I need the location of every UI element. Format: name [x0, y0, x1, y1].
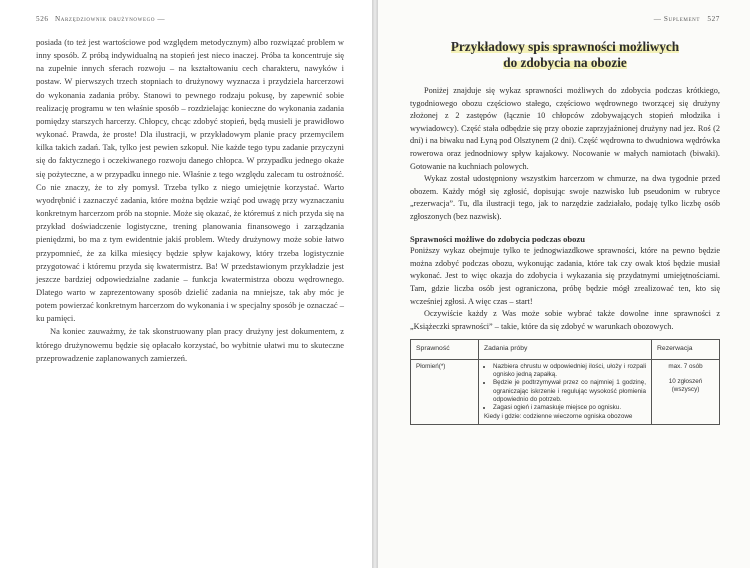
intro-paragraph-2: Wykaz został udostępniony wszystkim harcerzom w chmurze, na dwa tygodnie przed obozem. Każdy mógł się zgłosić, dopisując swoje nazwisko lub pseudonim w rubryce „rezerwacja”. Tu, dla ilustracji tego, jak to narzędzie zadziałało, podaję tylko liczbę osób zgłoszonych (bez nazwisk). — [410, 174, 720, 221]
right-page — [378, 0, 750, 568]
left-page — [0, 0, 372, 568]
section-paragraph-2: Oczywiście każdy z Was może sobie wybrać także dowolne inne sprawności z „Książeczki sprawności” – takie, które da się zdobyć w warunkach obozowych. — [410, 309, 720, 331]
task-cell — [478, 359, 651, 424]
header-reservation: Rezerwacja — [652, 340, 720, 360]
right-body — [410, 85, 720, 425]
skill-name: Płomień(*) — [411, 359, 479, 424]
reservation-count: 10 zgłoszeń (wszyscy) — [668, 378, 703, 394]
task-list — [484, 363, 646, 413]
left-running-head — [36, 6, 344, 36]
left-paragraph-2: Na koniec zauważmy, że tak skonstruowany plan pracy drużyny jest dokumentem, z którego drużynowemu będzie się opłacało korzystać, bo wybitnie ułatwi mu to skuteczne przeprowadzenie zaplanowanych zamierzeń. — [36, 326, 344, 363]
title-line-2: do zdobycia na obozie — [503, 55, 627, 70]
section-paragraph: Poniższy wykaz obejmuje tylko te jednogwiazdkowe sprawności, które na pewno będzie można zdobyć podczas obozu, wykonując zadania, które tak czy owak ktoś będzie musiał wykonać. Jest to więc okazja do zdobycia i wykazania się przydatnymi umiejętnościami. Tam, gdzie liczba osób jest ograniczona, próbę będzie mógł zrealizować ten, kto się wcześniej zgłosi. A więc czas – start! — [410, 246, 720, 306]
task-when: Kiedy i gdzie: codzienne wieczorne ogniska obozowe — [483, 412, 633, 420]
intro-paragraph: Poniżej znajduje się wykaz sprawności możliwych do zdobycia podczas krótkiego, tygodniowego obozu częściowo stałego, częściowo wędrownego tworzącej się drużyny złożonej z 2 zastępów (łącznie 10 chłopców zdobywających stopień młodzika i wywiadowcy). Część stała odbędzie się przy obozie zaprzyjaźnionej drużyny nad jez. Roś (2 dni) i na biwaku nad Łyną pod Olsztynem (2 dni). Część wędrowna to dwudniowa wędrówka rowerowa oraz jednodniowy spływ kajakowy. Nocowanie w małych namiotach (biwaki). Gotowanie na kuchniach polowych. — [410, 86, 720, 171]
table-row — [411, 359, 720, 424]
title-line-1: Przykładowy spis sprawności możliwych — [450, 39, 680, 54]
left-body — [36, 36, 344, 365]
right-running-title: — Suplement — [653, 15, 700, 23]
task-item: • Nazbiera chrustu w odpowiedniej ilości, ułoży i rozpali ognisko jedną zapałką. — [493, 363, 646, 380]
right-page-number: 527 — [707, 15, 720, 23]
task-item: • Będzie je podtrzymywał przez co najmniej 1 godzinę, ograniczając iskrzenie i regulując wysokość płomienia odpowiednio do potrzeb. — [493, 379, 646, 404]
skills-table — [410, 339, 720, 425]
left-page-number: 526 — [36, 15, 49, 23]
left-running-title: Narzędziownik drużynowego — — [55, 15, 166, 23]
reservation-limit: max. 7 osób — [668, 362, 703, 370]
page-title — [410, 39, 720, 71]
header-tasks: Zadania próby — [478, 340, 651, 360]
section-heading: Sprawności możliwe do zdobycia podczas obozu — [410, 233, 585, 244]
left-paragraph-1: posiada (to też jest wartościowe pod względem metodycznym) albo rozwiązać problem w inny sposób. Z próbą indywidualną na stopień jest nieco inaczej. Próba ta koncentruje się na zupełnie innych sferach rozwoju – na kształtowaniu cech charakteru, nawyków i postaw. W pierwszych trzech stopniach to drużynowy wyznacza i przydziela harcerzowi do wykonania zadania próby. Stanowi to pewnego rodzaju pokusę, by zapewnić sobie realizację programu w ten właśnie sposób – rozdzielając konieczne do wykonania zadania pomiędzy starszych harcerzy. Chłopcy, chcąc zdobyć stopień, będą musieli je prawidłowo wykonać. Prawda, że proste! Dla ilustracji, w przykładowym planie pracy przemycilem kilka takich zadań. Tak, tylko jest pewien szkopuł. Nie każde tego typu zadanie przyczyni się do faktycznego i oczekiwanego rozwoju danego chłopca. W przypadku jednego okaże się pożyteczne, a w przypadku innego nie. Właśnie z tego względu zalecam tu ostrożność. Co nie znaczy, że to zły pomysł. Trzeba tylko z niego umiejętnie korzystać. Warto wyodrębnić i zaznaczyć zadania, które można będzie wziąć pod uwagę przy wyznaczaniu konkretnym harcerzom prób na stopnie. Może się okazać, że któremuś z nich przyda się na przykład doświadczenie logistyczne, trening planowania finansowego i zarządzania pieniędzmi, bo ma z tym ewidentnie jakiś problem. Wtedy drużynowy może sobie łatwo przypomnieć, że za kilka miesięcy będzie spływ kajakowy, który trzeba logistycznie przygotować i któremu przyda się kwatermistrz. Ba! W przedstawionym przykładzie jest jeszcze bardziej odpowiedzialne zadanie – funkcja kwatermistrza obozu wędrownego. Dlatego warto w zaprezentowany sposób dzielić zadania na mniejsze, tak aby móc je potem powierzać konkretnym harcerzom do wykonania i w specjalny sposób je oznaczać – ku pamięci. — [36, 37, 344, 324]
reservation-cell — [652, 359, 720, 424]
right-running-head — [410, 6, 720, 36]
table-header-row — [411, 340, 720, 360]
task-item: • Zagasi ogień i zamaskuje miejsce po ognisku. — [493, 404, 646, 412]
header-skill: Sprawność — [411, 340, 479, 360]
